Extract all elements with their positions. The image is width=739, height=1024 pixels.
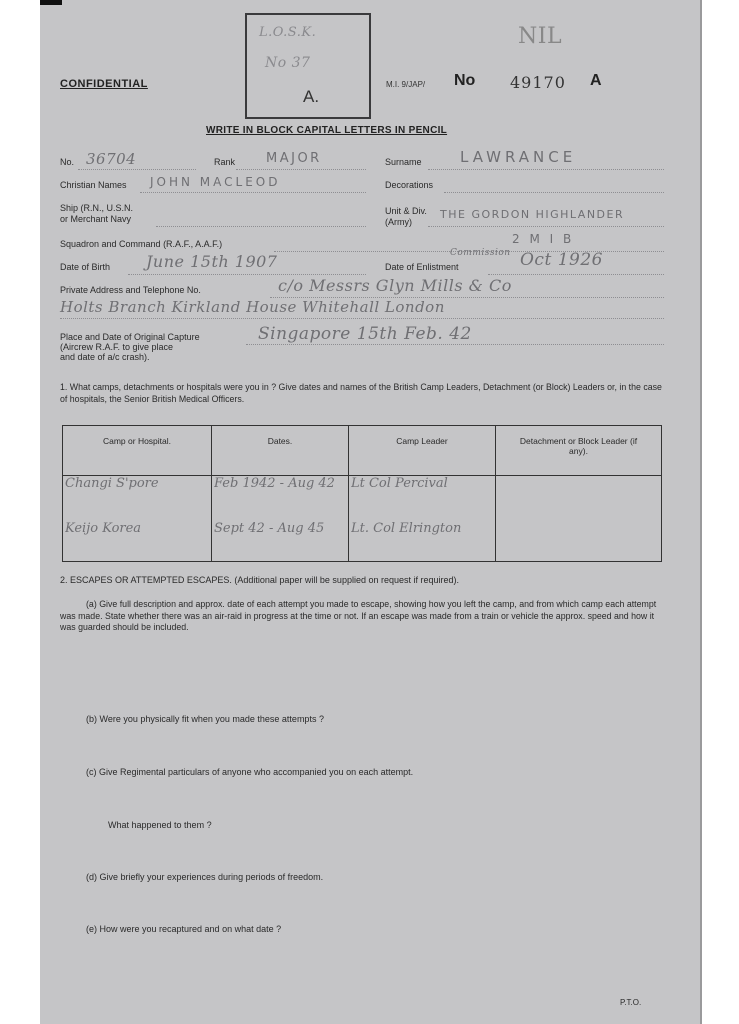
address-label: Private Address and Telephone No. [60, 285, 201, 295]
capture-value: Singapore 15th Feb. 42 [258, 324, 472, 344]
page-edge [700, 0, 702, 1024]
cell-leader-2: Lt. Col Elrington [351, 521, 462, 536]
cell-dates-2: Sept 42 - Aug 45 [214, 521, 325, 536]
question-2c-text: (c) Give Regimental particulars of anyone who accompanied you on each attempt. [86, 767, 414, 777]
form-series: A [590, 72, 602, 89]
dob-label: Date of Birth [60, 262, 111, 272]
column-header-camp-leader: Camp Leader [349, 426, 496, 476]
column-header-detachment-leader: Detachment or Block Leader (if any). [496, 426, 662, 476]
capture-label-1: Place and Date of Original Capture [60, 332, 200, 342]
confidential-label: CONFIDENTIAL [60, 78, 148, 90]
number-label: No [454, 72, 476, 89]
capture-label-2: (Aircrew R.A.F. to give place [60, 342, 174, 352]
stamp-line-1: L.O.S.K. [259, 25, 317, 40]
christian-names-label: Christian Names [60, 180, 127, 190]
nil-annotation: NIL [518, 24, 563, 49]
column-header-camp: Camp or Hospital. [63, 426, 212, 476]
service-number-value: 36704 [86, 150, 137, 168]
cell-dates-1: Feb 1942 - Aug 42 [214, 476, 335, 491]
question-2a-text: (a) Give full description and approx. date of each attempt you made to escape, showing how you left the camp, and from which camp each attempt was made. State whether there was an air-raid in progress at the time or not. If an escape was made from a train or vehicle the approx. speed and how it was guarded should be included. [60, 599, 657, 632]
rank-value: MAJOR [266, 151, 322, 166]
unit-label-1: Unit & Div. [385, 206, 427, 216]
ship-label-1: Ship (R.N., U.S.N. [60, 203, 134, 213]
column-header-dates: Dates. [212, 426, 349, 476]
question-2d-text: (d) Give briefly your experiences during periods of freedom. [86, 872, 324, 882]
pencil-instruction: WRITE IN BLOCK CAPITAL LETTERS IN PENCIL [206, 125, 448, 136]
table-header-row [63, 426, 662, 476]
unit-value-line-1: THE GORDON HIGHLANDER [440, 208, 625, 221]
question-1-text: 1. What camps, detachments or hospitals were you in ? Give dates and names of the British Camp Leaders, Detachment (or Block) Leaders or, in the case of hospitals, the Senior British Medical Officers. [60, 382, 662, 404]
reference-stamp [245, 13, 371, 119]
service-number-label: No. [60, 157, 75, 167]
rank-label: Rank [214, 157, 236, 167]
dob-value: June 15th 1907 [146, 252, 278, 271]
enlistment-overwrite: Commission [450, 248, 511, 258]
question-2b-text: (b) Were you physically fit when you made these attempts ? [86, 714, 324, 724]
unit-label-2: (Army) [385, 217, 412, 227]
question-2-heading: 2. ESCAPES OR ATTEMPTED ESCAPES. (Additional paper will be supplied on request if required). [60, 575, 460, 585]
cell-camp-2: Keijo Korea [65, 521, 142, 536]
enlistment-label: Date of Enlistment [385, 262, 459, 272]
question-2c-followup: What happened to them ? [108, 820, 212, 830]
stamp-line-2: No 37 [265, 55, 311, 71]
surname-value: LAWRANCE [460, 148, 577, 166]
camps-table [62, 425, 662, 562]
question-2e-text: (e) How were you recaptured and on what date ? [86, 924, 282, 934]
address-line-1: c/o Messrs Glyn Mills & Co [278, 276, 512, 295]
form-page [40, 0, 700, 1024]
stamp-line-3: A. [303, 87, 320, 106]
surname-label: Surname [385, 157, 422, 167]
scan-corner-mark [40, 0, 62, 5]
table-row [63, 476, 662, 562]
cell-camp-1: Changi S'pore [65, 476, 159, 491]
enlistment-value: Oct 1926 [520, 250, 603, 270]
unit-value-line-2: 2 M I B [512, 232, 575, 246]
decorations-label: Decorations [385, 180, 434, 190]
form-number: 49170 [510, 73, 566, 92]
capture-label-3: and date of a/c crash). [60, 352, 150, 362]
squadron-label: Squadron and Command (R.A.F., A.A.F.) [60, 239, 223, 249]
christian-names-value: JOHN MACLEOD [150, 175, 281, 189]
ship-label-2: or Merchant Navy [60, 214, 132, 224]
form-code: M.I. 9/JAP/ [386, 80, 426, 89]
cell-leader-1: Lt Col Percival [351, 476, 448, 491]
pto-footer: P.T.O. [620, 998, 642, 1007]
address-line-2: Holts Branch Kirkland House Whitehall London [60, 298, 445, 316]
